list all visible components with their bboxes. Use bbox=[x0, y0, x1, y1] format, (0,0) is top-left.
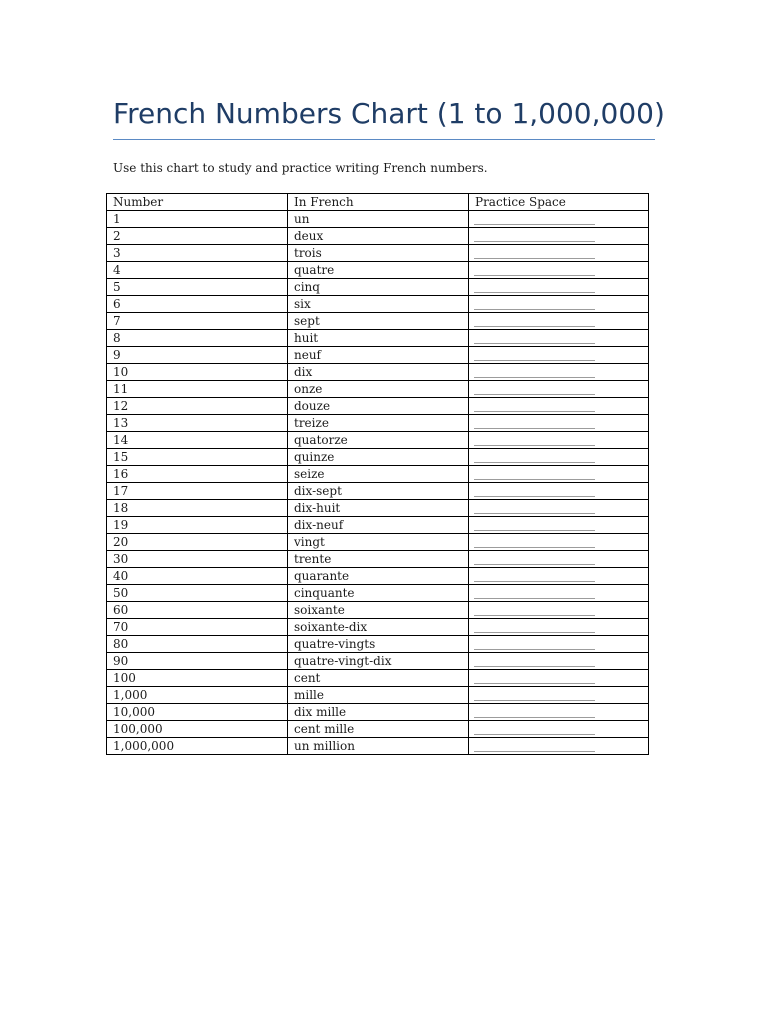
practice-blank: ______________________ bbox=[469, 347, 649, 364]
french-cell: sept bbox=[288, 313, 469, 330]
french-cell: un million bbox=[288, 738, 469, 755]
number-cell: 14 bbox=[107, 432, 288, 449]
table-row bbox=[107, 738, 649, 755]
table-row bbox=[107, 398, 649, 415]
number-cell: 15 bbox=[107, 449, 288, 466]
number-cell: 4 bbox=[107, 262, 288, 279]
table-row bbox=[107, 228, 649, 245]
table-row bbox=[107, 483, 649, 500]
practice-blank: ______________________ bbox=[469, 653, 649, 670]
french-cell: deux bbox=[288, 228, 469, 245]
practice-blank: ______________________ bbox=[469, 670, 649, 687]
practice-blank: ______________________ bbox=[469, 262, 649, 279]
number-cell: 90 bbox=[107, 653, 288, 670]
french-cell: quarante bbox=[288, 568, 469, 585]
practice-blank: ______________________ bbox=[469, 721, 649, 738]
number-cell: 5 bbox=[107, 279, 288, 296]
number-cell: 17 bbox=[107, 483, 288, 500]
french-cell: dix mille bbox=[288, 704, 469, 721]
table-row bbox=[107, 551, 649, 568]
practice-blank: ______________________ bbox=[469, 296, 649, 313]
practice-blank: ______________________ bbox=[469, 381, 649, 398]
table-row bbox=[107, 534, 649, 551]
table-row bbox=[107, 211, 649, 228]
practice-blank: ______________________ bbox=[469, 313, 649, 330]
title-divider bbox=[113, 139, 655, 140]
table-row bbox=[107, 517, 649, 534]
table-row bbox=[107, 347, 649, 364]
french-cell: cent mille bbox=[288, 721, 469, 738]
table-row bbox=[107, 721, 649, 738]
number-cell: 16 bbox=[107, 466, 288, 483]
table-row bbox=[107, 432, 649, 449]
french-cell: quatre-vingt-dix bbox=[288, 653, 469, 670]
french-cell: dix-sept bbox=[288, 483, 469, 500]
header-practice-space: Practice Space bbox=[469, 194, 649, 211]
french-cell: mille bbox=[288, 687, 469, 704]
table-row bbox=[107, 296, 649, 313]
table-row bbox=[107, 670, 649, 687]
number-cell: 1,000,000 bbox=[107, 738, 288, 755]
table-row bbox=[107, 687, 649, 704]
french-cell: cinq bbox=[288, 279, 469, 296]
table-row bbox=[107, 330, 649, 347]
french-cell: vingt bbox=[288, 534, 469, 551]
french-cell: dix-neuf bbox=[288, 517, 469, 534]
french-cell: un bbox=[288, 211, 469, 228]
practice-blank: ______________________ bbox=[469, 415, 649, 432]
number-cell: 2 bbox=[107, 228, 288, 245]
number-cell: 40 bbox=[107, 568, 288, 585]
table-row bbox=[107, 245, 649, 262]
header-in-french: In French bbox=[288, 194, 469, 211]
french-cell: soixante-dix bbox=[288, 619, 469, 636]
french-cell: quatorze bbox=[288, 432, 469, 449]
page-title: French Numbers Chart (1 to 1,000,000) bbox=[113, 97, 665, 130]
practice-blank: ______________________ bbox=[469, 245, 649, 262]
table-row bbox=[107, 619, 649, 636]
table-row bbox=[107, 602, 649, 619]
french-cell: huit bbox=[288, 330, 469, 347]
table-row bbox=[107, 449, 649, 466]
practice-blank: ______________________ bbox=[469, 602, 649, 619]
french-cell: six bbox=[288, 296, 469, 313]
practice-blank: ______________________ bbox=[469, 585, 649, 602]
practice-blank: ______________________ bbox=[469, 687, 649, 704]
table-row bbox=[107, 415, 649, 432]
french-cell: quatre bbox=[288, 262, 469, 279]
french-cell: dix bbox=[288, 364, 469, 381]
french-cell: treize bbox=[288, 415, 469, 432]
practice-blank: ______________________ bbox=[469, 228, 649, 245]
french-cell: trois bbox=[288, 245, 469, 262]
table-header-row bbox=[107, 194, 649, 211]
french-cell: neuf bbox=[288, 347, 469, 364]
table-row bbox=[107, 466, 649, 483]
practice-blank: ______________________ bbox=[469, 279, 649, 296]
practice-blank: ______________________ bbox=[469, 534, 649, 551]
french-cell: soixante bbox=[288, 602, 469, 619]
table-row bbox=[107, 364, 649, 381]
french-cell: douze bbox=[288, 398, 469, 415]
number-cell: 7 bbox=[107, 313, 288, 330]
table-row bbox=[107, 381, 649, 398]
number-cell: 9 bbox=[107, 347, 288, 364]
practice-blank: ______________________ bbox=[469, 500, 649, 517]
french-cell: quinze bbox=[288, 449, 469, 466]
number-cell: 3 bbox=[107, 245, 288, 262]
french-cell: cinquante bbox=[288, 585, 469, 602]
practice-blank: ______________________ bbox=[469, 619, 649, 636]
number-cell: 11 bbox=[107, 381, 288, 398]
table-row bbox=[107, 568, 649, 585]
french-cell: dix-huit bbox=[288, 500, 469, 517]
practice-blank: ______________________ bbox=[469, 636, 649, 653]
number-cell: 1 bbox=[107, 211, 288, 228]
numbers-table bbox=[106, 193, 649, 755]
number-cell: 20 bbox=[107, 534, 288, 551]
table-row bbox=[107, 704, 649, 721]
practice-blank: ______________________ bbox=[469, 466, 649, 483]
table-row bbox=[107, 653, 649, 670]
header-number: Number bbox=[107, 194, 288, 211]
practice-blank: ______________________ bbox=[469, 432, 649, 449]
number-cell: 1,000 bbox=[107, 687, 288, 704]
practice-blank: ______________________ bbox=[469, 364, 649, 381]
practice-blank: ______________________ bbox=[469, 568, 649, 585]
french-cell: quatre-vingts bbox=[288, 636, 469, 653]
number-cell: 50 bbox=[107, 585, 288, 602]
table-row bbox=[107, 313, 649, 330]
french-cell: onze bbox=[288, 381, 469, 398]
practice-blank: ______________________ bbox=[469, 483, 649, 500]
number-cell: 100,000 bbox=[107, 721, 288, 738]
french-cell: trente bbox=[288, 551, 469, 568]
number-cell: 12 bbox=[107, 398, 288, 415]
practice-blank: ______________________ bbox=[469, 704, 649, 721]
intro-text: Use this chart to study and practice writing French numbers. bbox=[113, 161, 488, 175]
table-row bbox=[107, 636, 649, 653]
practice-blank: ______________________ bbox=[469, 398, 649, 415]
french-cell: cent bbox=[288, 670, 469, 687]
practice-blank: ______________________ bbox=[469, 449, 649, 466]
number-cell: 18 bbox=[107, 500, 288, 517]
french-cell: seize bbox=[288, 466, 469, 483]
number-cell: 70 bbox=[107, 619, 288, 636]
number-cell: 8 bbox=[107, 330, 288, 347]
number-cell: 13 bbox=[107, 415, 288, 432]
table-row bbox=[107, 262, 649, 279]
number-cell: 30 bbox=[107, 551, 288, 568]
number-cell: 19 bbox=[107, 517, 288, 534]
number-cell: 10 bbox=[107, 364, 288, 381]
practice-blank: ______________________ bbox=[469, 551, 649, 568]
table-row bbox=[107, 500, 649, 517]
number-cell: 10,000 bbox=[107, 704, 288, 721]
table-row bbox=[107, 585, 649, 602]
number-cell: 6 bbox=[107, 296, 288, 313]
practice-blank: ______________________ bbox=[469, 738, 649, 755]
number-cell: 60 bbox=[107, 602, 288, 619]
number-cell: 100 bbox=[107, 670, 288, 687]
table-row bbox=[107, 279, 649, 296]
practice-blank: ______________________ bbox=[469, 517, 649, 534]
practice-blank: ______________________ bbox=[469, 211, 649, 228]
number-cell: 80 bbox=[107, 636, 288, 653]
practice-blank: ______________________ bbox=[469, 330, 649, 347]
